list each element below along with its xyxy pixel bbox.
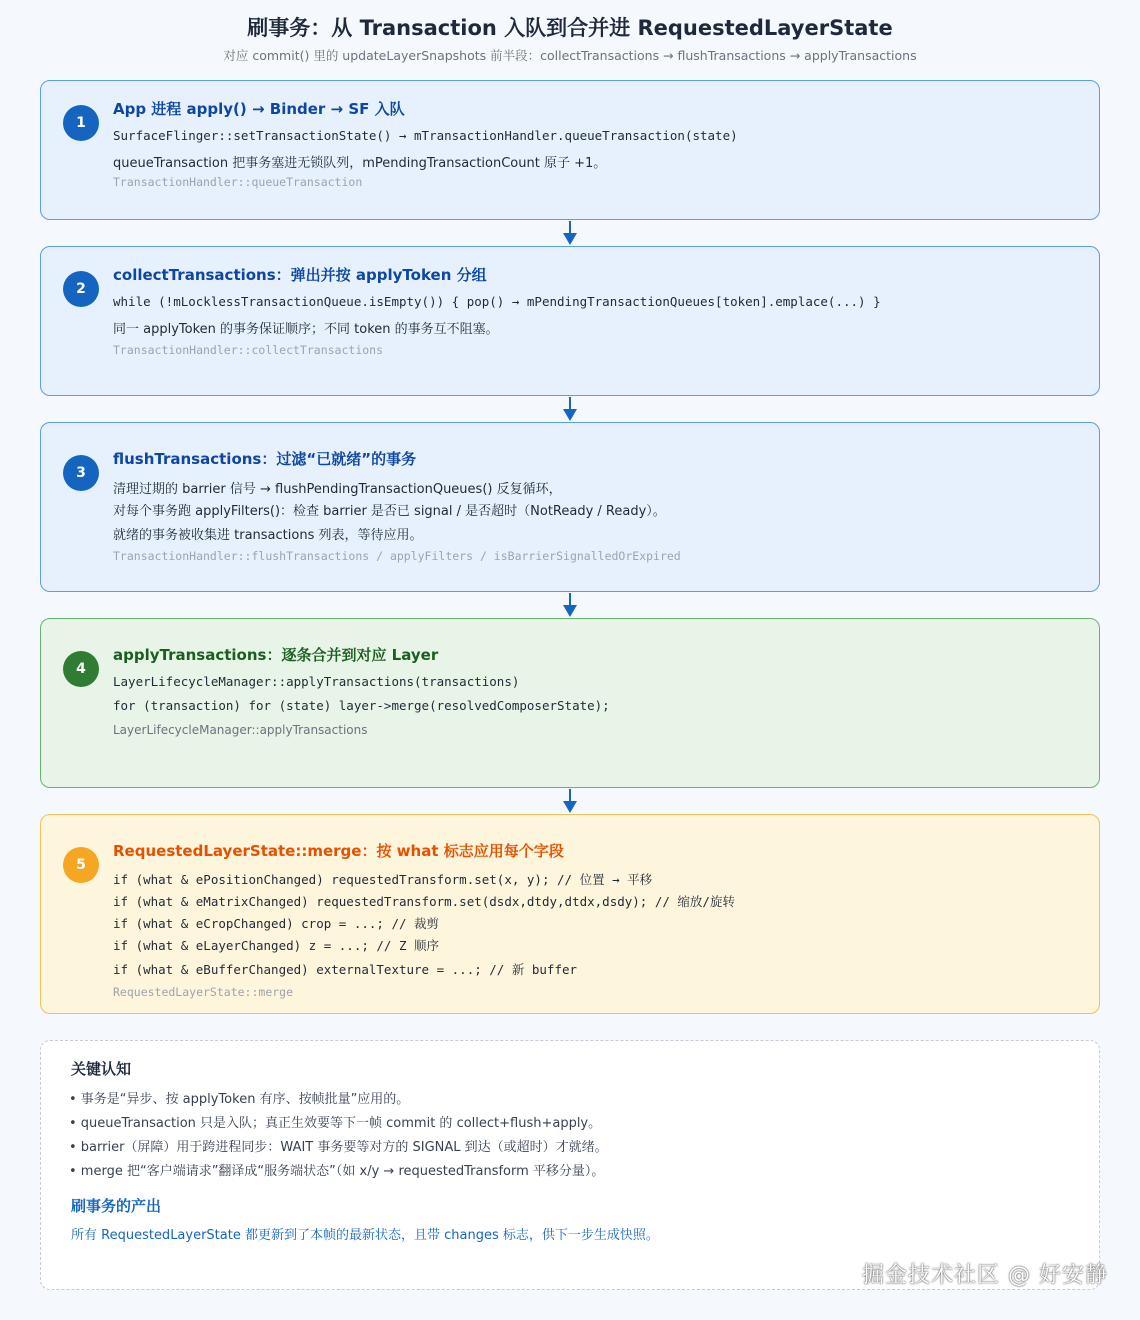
step-line: if (what & eMatrixChanged) requestedTransform.set(dsdx,dtdy,dtdx,dsdy); // 缩放/旋转: [113, 894, 735, 909]
step-card-3: [40, 422, 1100, 592]
step-source-ref: LayerLifecycleManager::applyTransactions: [113, 723, 368, 737]
step-line: if (what & eCropChanged) crop = ...; // 裁剪: [113, 916, 440, 931]
step-card-2: [40, 246, 1100, 396]
step-badge-3: 3: [63, 455, 99, 491]
step-line: 同一 applyToken 的事务保证顺序；不同 token 的事务互不阻塞。: [113, 322, 499, 337]
page-subtitle: 对应 commit() 里的 updateLayerSnapshots 前半段：collectTransactions → flushTransactions → applyTransactions: [223, 48, 917, 63]
step-title-5: RequestedLayerState::merge：按 what 标志应用每个字段: [113, 842, 564, 860]
step-card-5: [40, 814, 1100, 1014]
step-badge-2: 2: [63, 271, 99, 307]
watermark: 掘金技术社区 @ 好安静: [862, 1263, 1108, 1288]
step-line: SurfaceFlinger::setTransactionState() → mTransactionHandler.queueTransaction(state): [113, 128, 738, 143]
output-text: 所有 RequestedLayerState 都更新到了本帧的最新状态，且带 changes 标志，供下一步生成快照。: [71, 1228, 659, 1243]
down-arrow-icon: [561, 221, 579, 245]
step-badge-1: 1: [63, 105, 99, 141]
key-insight-item: • barrier（屏障）用于跨进程同步：WAIT 事务要等对方的 SIGNAL 到达（或超时）才就绪。: [69, 1140, 608, 1155]
key-insight-item: • merge 把“客户端请求”翻译成“服务端状态”（如 x/y → requestedTransform 平移分量）。: [69, 1164, 605, 1179]
step-source-ref: TransactionHandler::flushTransactions / applyFilters / isBarrierSignalledOrExpired: [113, 549, 681, 563]
step-title-1: App 进程 apply() → Binder → SF 入队: [113, 100, 405, 118]
key-insights-heading: 关键认知: [71, 1060, 132, 1078]
step-title-4: applyTransactions：逐条合并到对应 Layer: [113, 646, 439, 664]
step-badge-4: 4: [63, 651, 99, 687]
page-title: 刷事务：从 Transaction 入队到合并进 RequestedLayerState: [247, 16, 893, 40]
step-title-2: collectTransactions：弹出并按 applyToken 分组: [113, 266, 487, 284]
down-arrow-icon: [561, 593, 579, 617]
step-source-ref: TransactionHandler::collectTransactions: [113, 343, 384, 357]
step-line: if (what & eLayerChanged) z = ...; // Z 顺序: [113, 938, 440, 953]
step-line: for (transaction) for (state) layer->merge(resolvedComposerState);: [113, 698, 610, 713]
step-line: 清理过期的 barrier 信号 → flushPendingTransactionQueues() 反复循环，: [113, 482, 562, 497]
step-card-1: [40, 80, 1100, 220]
step-line: if (what & eBufferChanged) externalTexture = ...; // 新 buffer: [113, 962, 578, 977]
step-line: 就绪的事务被收集进 transactions 列表，等待应用。: [113, 528, 423, 543]
step-line: if (what & ePositionChanged) requestedTransform.set(x, y); // 位置 → 平移: [113, 872, 653, 887]
down-arrow-icon: [561, 789, 579, 813]
step-card-4: [40, 618, 1100, 788]
step-badge-5: 5: [63, 847, 99, 883]
step-line: while (!mLocklessTransactionQueue.isEmpty()) { pop() → mPendingTransactionQueues[token].emplace(...) }: [113, 294, 881, 309]
step-line: 对每个事务跑 applyFilters()：检查 barrier 是否已 signal / 是否超时（NotReady / Ready）。: [113, 504, 666, 519]
key-insight-item: • 事务是“异步、按 applyToken 有序、按帧批量”应用的。: [69, 1092, 410, 1107]
down-arrow-icon: [561, 397, 579, 421]
step-line: LayerLifecycleManager::applyTransactions(transactions): [113, 674, 520, 689]
output-heading: 刷事务的产出: [71, 1197, 162, 1215]
step-source-ref: TransactionHandler::queueTransaction: [113, 175, 363, 189]
step-line: queueTransaction 把事务塞进无锁队列，mPendingTransactionCount 原子 +1。: [113, 156, 607, 171]
step-source-ref: RequestedLayerState::merge: [113, 985, 294, 999]
key-insights-box: [40, 1040, 1100, 1290]
step-title-3: flushTransactions：过滤“已就绪”的事务: [113, 450, 417, 468]
key-insight-item: • queueTransaction 只是入队；真正生效要等下一帧 commit 的 collect+flush+apply。: [69, 1116, 602, 1131]
